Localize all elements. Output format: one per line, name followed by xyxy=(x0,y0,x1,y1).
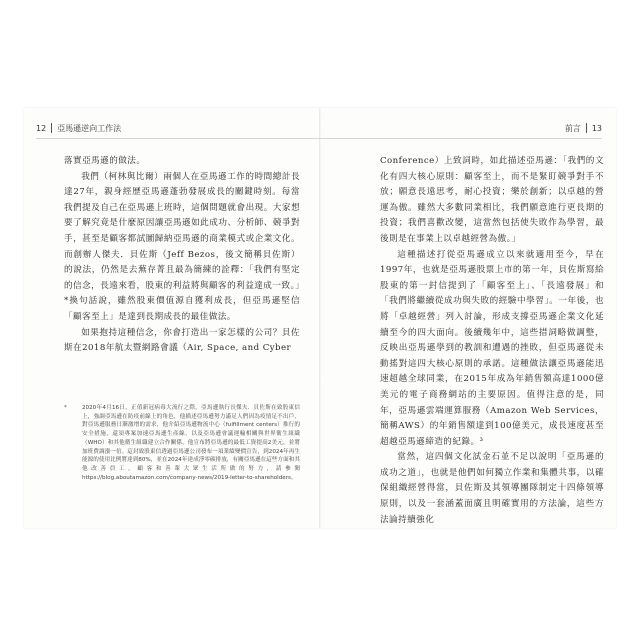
right-running-header xyxy=(565,122,602,134)
right-body-text xyxy=(380,154,604,528)
right-running-head: 前言 xyxy=(564,123,581,133)
right-page xyxy=(320,108,616,528)
left-header-rule xyxy=(36,138,320,139)
left-paragraph: 落實亞馬遜的做法。 xyxy=(64,156,146,166)
right-paragraph: 這種描述打從亞馬遜成立以來就適用至今，早在1997年，也就是亞馬遜股票上市的第一年，貝佐斯寫給股東的第一封信提到了「顧客至上」、「長遠發展」和「我們將繼續從成功與失敗的經驗中學習」。一年後，也將「卓越經營」列入討論，形成支撐亞馬遜企業文化延續至今的四大面向。後續幾年中，這些措詞略做調整，反映出亞馬遜學到的教訓和遭遇的挫敗，但亞馬遜從未動搖對這四大核心原則的承諾。這種做法讓亞馬遜能迅速超越全球同業，在2015年成為年銷售額高達1000億美元的電子商務網站的主要原因。值得注意的是，同年，亞馬遜雲端運算服務（Amazon Web Services，簡稱AWS）的年銷售額達到100億美元，成長速度甚至超越亞馬遜締造的紀錄。³ xyxy=(380,249,604,447)
spread-content xyxy=(24,108,616,528)
footnote-marker: * xyxy=(64,405,67,411)
left-page-number: 12 xyxy=(36,123,47,133)
footnote xyxy=(64,404,300,482)
header-separator xyxy=(586,123,587,133)
left-page xyxy=(24,108,320,528)
header-separator xyxy=(51,123,52,133)
right-paragraph: 當然，這四個文化試金石並不足以說明「亞馬遜的成功之道」，也就是他們如何獨立作業和集體共事，以確保組織經營得當，貝佐斯及其領導團隊制定十四條領導原則，以及一套涵蓋面廣且明確實用的方法論，這些方法論持續強化 xyxy=(380,452,604,525)
right-page-number: 13 xyxy=(591,123,602,133)
right-paragraph: Conference）上致詞時，如此描述亞馬遜：「我們的文化有四大核心原則：顧客至上，而不是緊盯競爭對手不放；願意長遠思考，耐心投資；樂於創新；以卓越的營運為傲。雖然大多數同業相比，我們願意進行更長期的投資；我們喜歡改變，這當然包括使失敗作為學習，最後則是在事業上以卓越經營為傲。」 xyxy=(380,156,604,244)
left-running-head: 亞馬遜逆向工作法 xyxy=(57,123,122,133)
right-header-rule xyxy=(320,138,602,139)
left-paragraph: 如果抱持這種信念，你會打造出一家怎樣的公司？貝佐斯在2018年航太暨網路會議（Air, Space, and Cyber xyxy=(64,327,300,354)
left-body-text xyxy=(64,154,300,357)
left-paragraph: 我們（柯林與比爾）兩個人在亞馬遜工作的時間總計長達27年，親身經歷亞馬遜蓬勃發展成長的關鍵時刻。每當我們提及自己在亞馬遜上班時，這個問題就會出現。大家想要了解究竟是什麼原因讓亞馬遜如此成功、分析師、競爭對手，甚至是顧客都試圖歸納亞馬遜的商業模式或企業文化。而創辦人傑夫．貝佐斯（Jeff Bezos，後文簡稱貝佐斯）的說法，仍然是去蕪存菁且最為簡練的詮釋：「我們有堅定的信念，長遠來看，股東的利益將與顧客的利益達成一致。」*換句話說，雖然股東價值源自獲利成長，但亞馬遜堅信「顧客至上」是達到長期成長的最佳做法。 xyxy=(64,171,300,322)
footnote-text: 2020年4月16日，正值新冠病毒大流行之際，亞馬遜執行長傑夫．貝佐斯在致股東信上，強調亞馬遜在防疫前線上的角色，他描述亞馬遜努力滿足人們因為疫情足不出戶，對亞馬遜服務日漸激增的需求，他介紹亞馬遜物流中心（fulfillment centers）推行的安全措施，還須專案加速亞馬遜生產線，以及亞馬遜會議運輸相關與世界衛生組織（WHO）和其他衛生組織建立合作關係。他宣布將亞馬遜的最低工資提高2美元，並將加班費調漲一倍。這封致股東信透過亞馬遜公司發布一項業績變價宣告，到2024年再生能源的使用比例將達到80%，並在2024年達成淨零碳排放，有關亞馬遜在這些方面和其他改善員工，顧客和善輩大眾生活所做的努力，請參閱 https://blog.aboutamazon.com/company-news/2019-letter-to-shareholders。 xyxy=(82,405,300,481)
left-running-header xyxy=(36,122,121,134)
